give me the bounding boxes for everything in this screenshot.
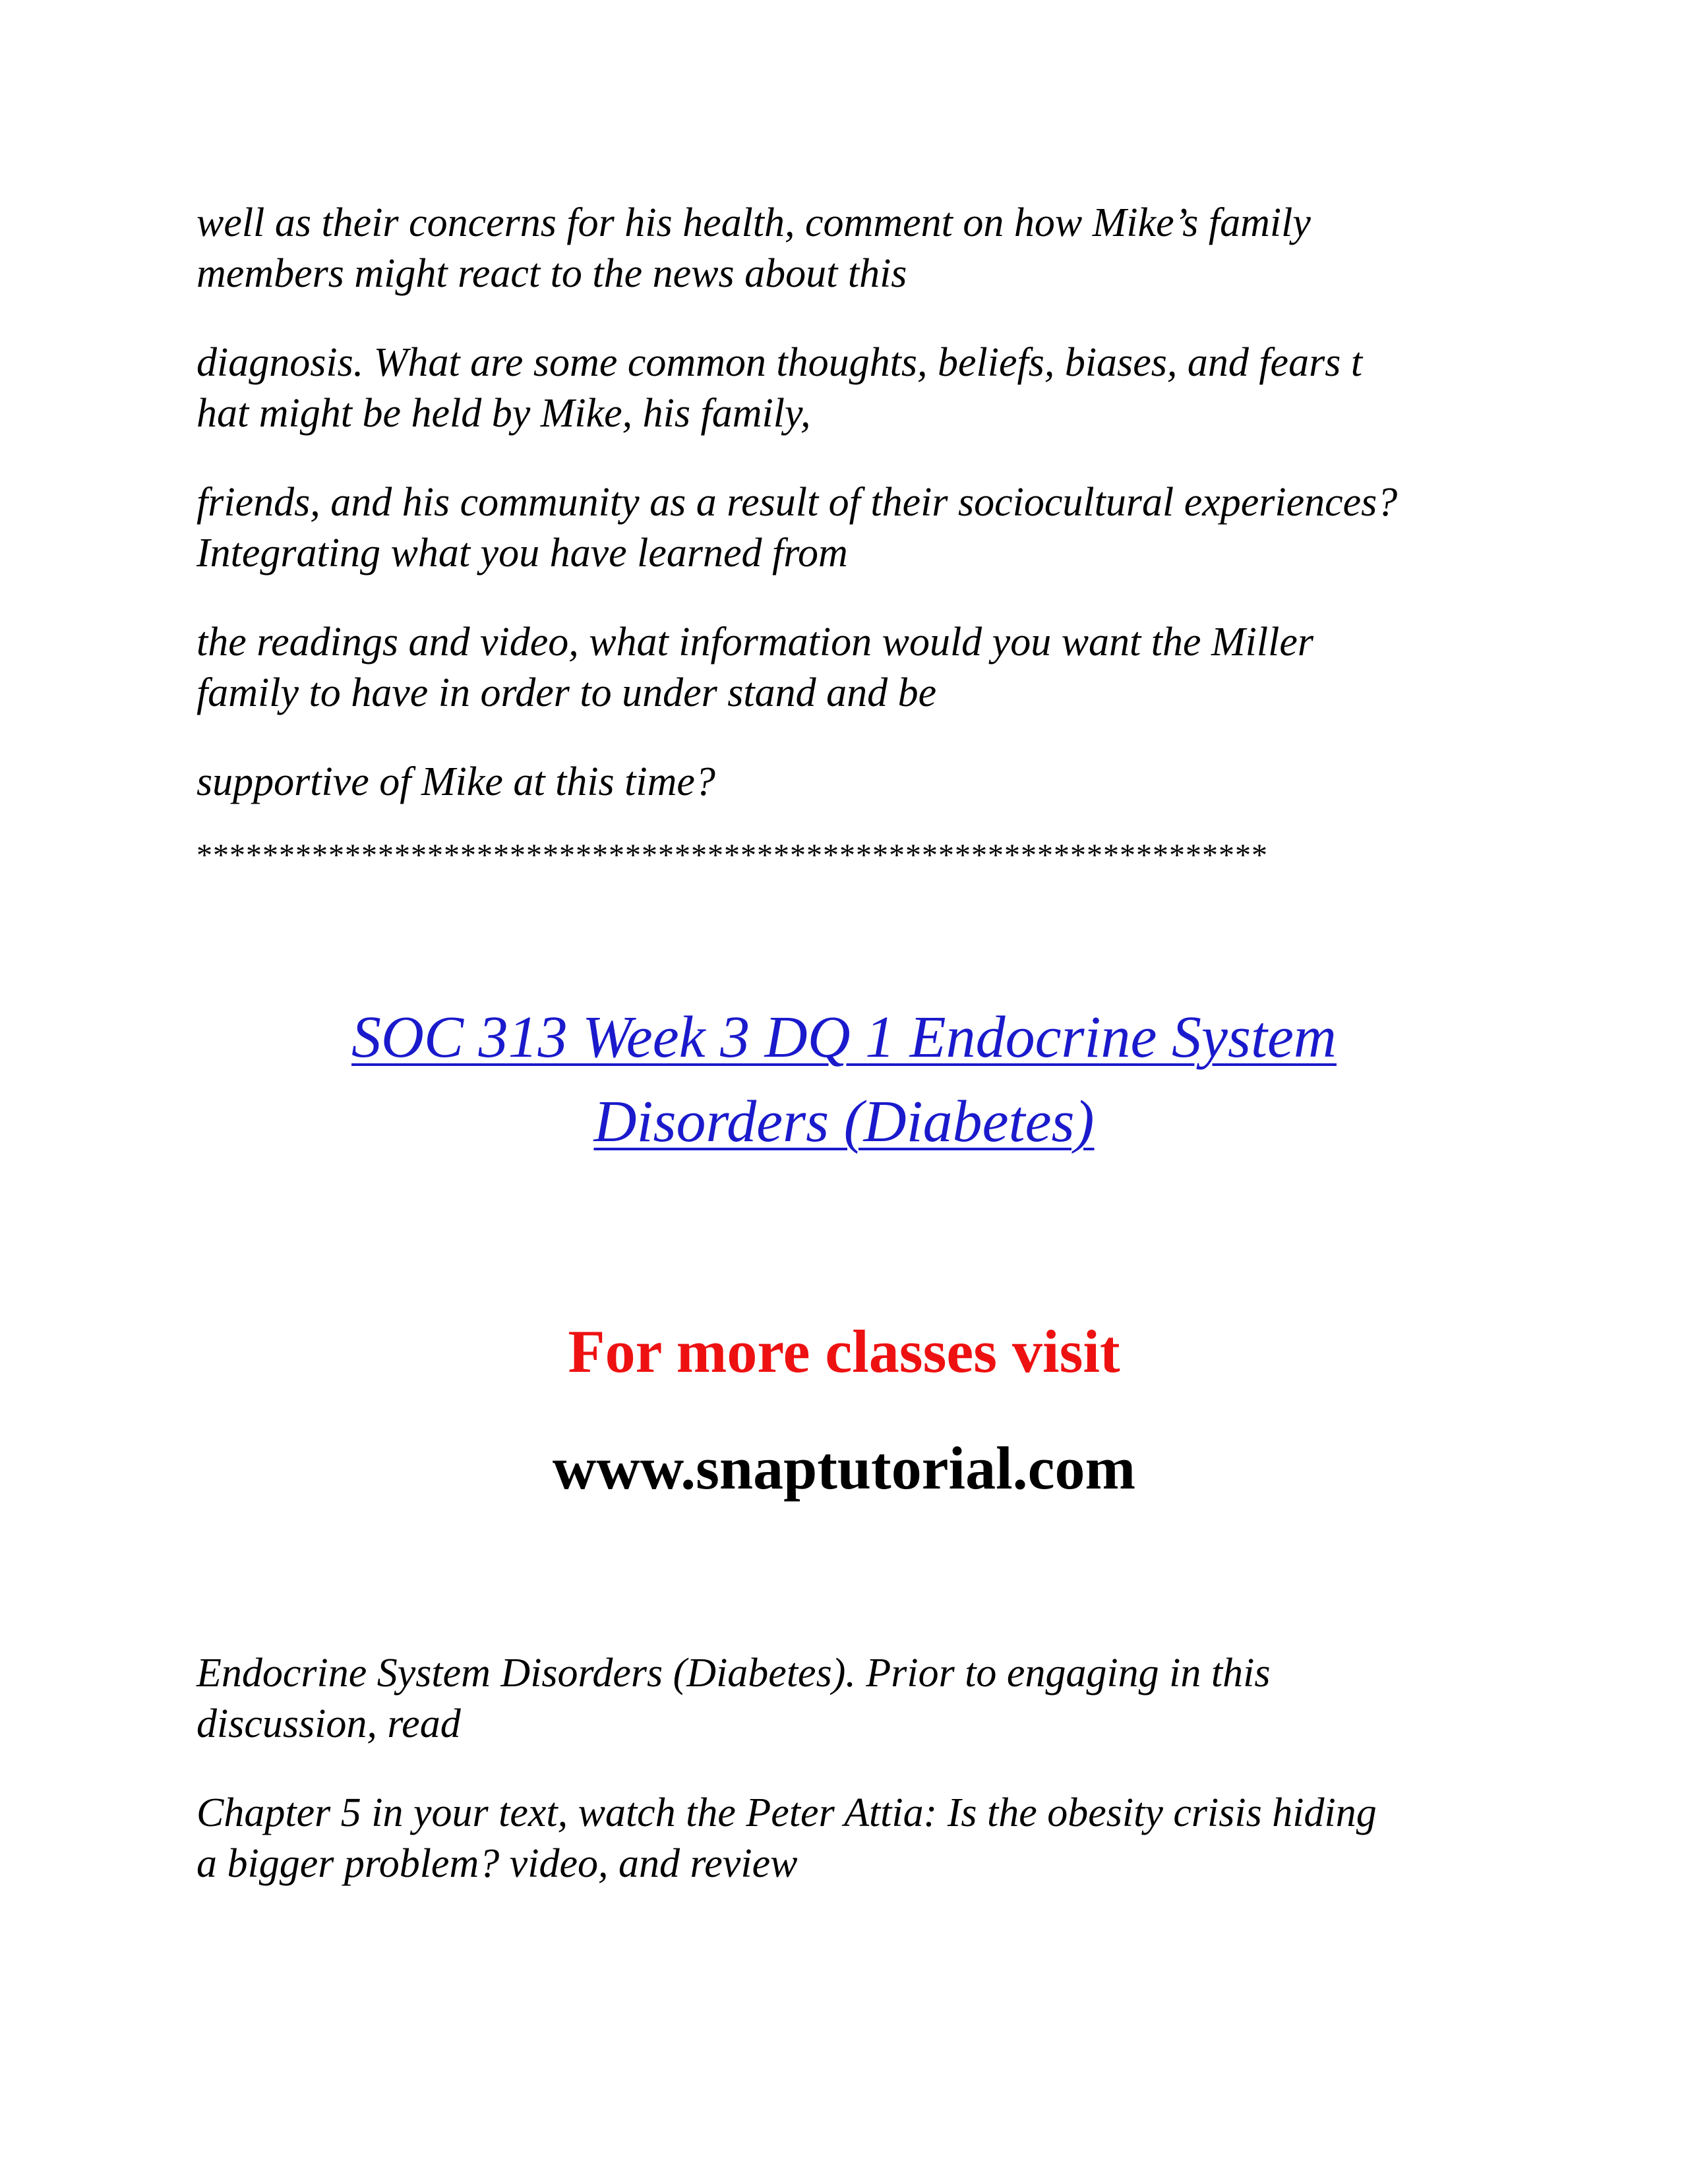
- paragraph-family-reaction: [196, 198, 1548, 299]
- text-line: supportive of Mike at this time?: [196, 759, 715, 804]
- course-title-line-1: SOC 313 Week 3 DQ 1 Endocrine System: [351, 1005, 1337, 1070]
- text-line: Chapter 5 in your text, watch the Peter Attia: Is the obesity crisis hiding: [196, 1790, 1377, 1835]
- course-title: [0, 995, 1688, 1164]
- text-line: diagnosis. What are some common thoughts, beliefs, biases, and fears t: [196, 340, 1363, 385]
- paragraph-diagnosis-beliefs: [196, 338, 1548, 439]
- asterisk-separator: *****************************************************************: [196, 838, 1268, 873]
- text-line: Endocrine System Disorders (Diabetes). Prior to engaging in this: [196, 1651, 1271, 1696]
- text-line: friends, and his community as a result of their sociocultural experiences?: [196, 480, 1398, 525]
- text-line: discussion, read: [196, 1701, 461, 1746]
- website-text: www.snaptutorial.com: [552, 1434, 1136, 1502]
- paragraph-endocrine-intro: [196, 1648, 1548, 1750]
- paragraph-sociocultural: [196, 477, 1548, 579]
- text-line: the readings and video, what information would you want the Miller: [196, 620, 1313, 664]
- paragraph-supportive: [196, 757, 1548, 808]
- text-line: Integrating what you have learned from: [196, 531, 848, 576]
- text-line: hat might be held by Mike, his family,: [196, 391, 811, 436]
- text-line: well as their concerns for his health, comment on how Mike’s family: [196, 200, 1311, 245]
- promo-text: For more classes visit: [568, 1318, 1120, 1385]
- text-line: family to have in order to under stand and be: [196, 670, 937, 715]
- course-title-link[interactable]: [0, 995, 1688, 1164]
- paragraph-readings-video: [196, 617, 1548, 719]
- text-line: a bigger problem? video, and review: [196, 1841, 798, 1886]
- course-title-line-2: Disorders (Diabetes): [593, 1089, 1095, 1154]
- text-line: members might react to the news about this: [196, 251, 907, 296]
- paragraph-chapter-video: [196, 1788, 1548, 1889]
